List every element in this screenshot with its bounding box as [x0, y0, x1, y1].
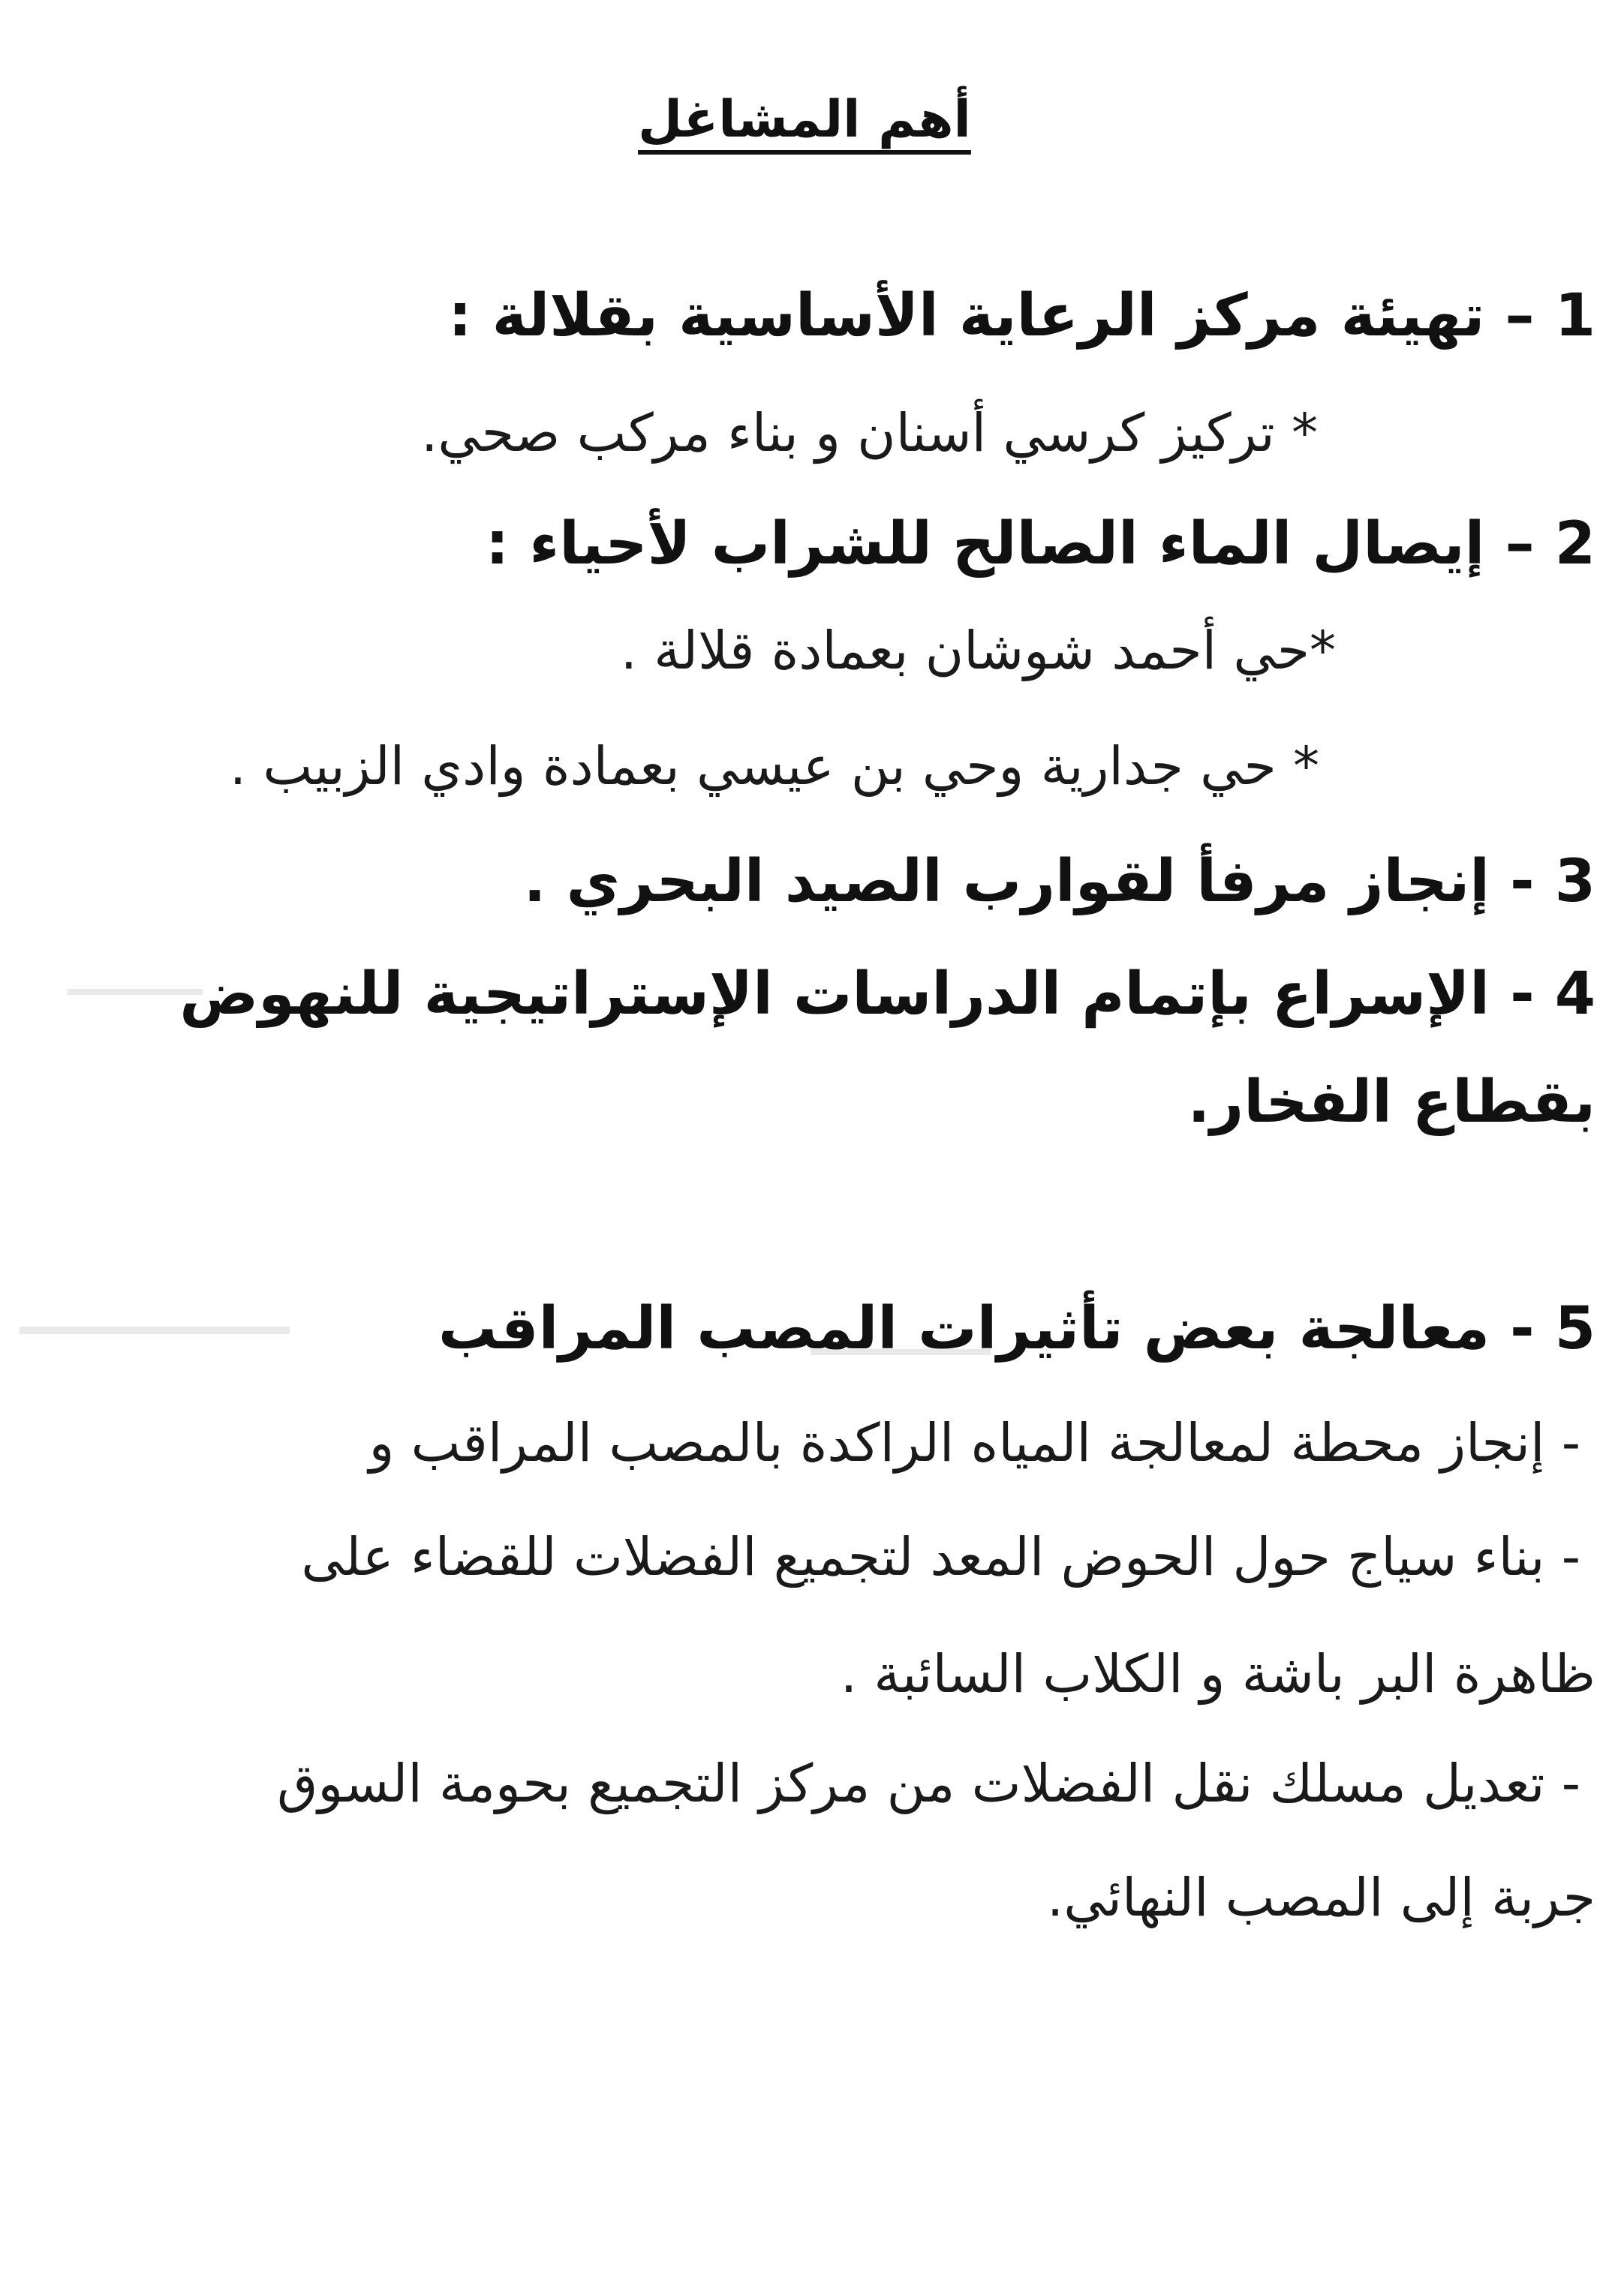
section-3-heading: 3 - إنجاز مرفأ لقوارب الصيد البحري .: [523, 848, 1595, 915]
section-5-item-1: - إنجاز محطة لمعالجة المياه الراكدة بالمصب المراقب و: [368, 1412, 1580, 1474]
section-5-item-3: - تعديل مسلك نقل الفضلات من مركز التجميع بحومة السوق: [277, 1753, 1580, 1814]
scan-noise-mark: [20, 1327, 290, 1334]
section-5-heading: 5 - معالجة بعض تأثيرات المصب المراقب: [438, 1295, 1595, 1363]
section-4-heading-continuation: بقطاع الفخار.: [1187, 1068, 1595, 1136]
section-2-heading: 2 – إيصال الماء الصالح للشراب لأحياء :: [486, 510, 1595, 578]
scan-noise-mark: [811, 1349, 991, 1355]
scan-noise-mark: [68, 989, 203, 995]
page-title: أهم المشاغل: [638, 90, 971, 149]
section-5-item-2-continuation: ظاهرة البر باشة و الكلاب السائبة .: [840, 1643, 1595, 1705]
section-2-item-2: * حي جدارية وحي بن عيسي بعمادة وادي الزبيب .: [229, 735, 1319, 797]
section-5-item-3-continuation: جربة إلى المصب النهائي.: [1046, 1867, 1595, 1928]
section-1-item-1: * تركيز كرسي أسنان و بناء مركب صحي.: [421, 402, 1318, 464]
section-2-item-1: *حي أحمد شوشان بعمادة قلالة .: [620, 620, 1336, 681]
section-5-item-2: - بناء سياج حول الحوض المعد لتجميع الفضلات للقضاء على: [301, 1526, 1580, 1588]
section-1-heading: 1 – تهيئة مركز الرعاية الأساسية بقلالة :: [448, 282, 1595, 350]
section-4-heading: 4 - الإسراع بإتمام الدراسات الإستراتيجية للنهوض: [179, 960, 1595, 1028]
